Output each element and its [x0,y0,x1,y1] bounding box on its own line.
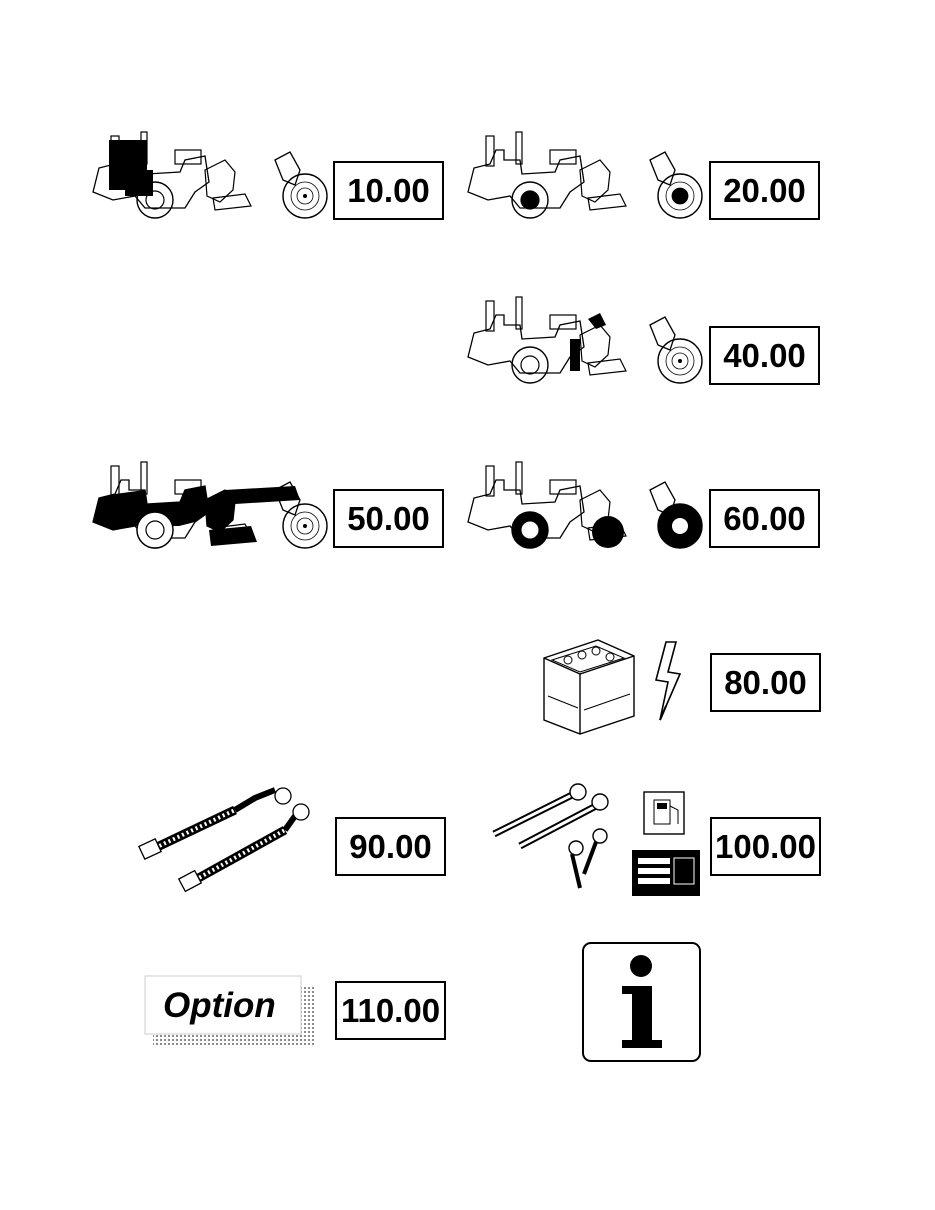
section-90-button[interactable]: 90.00 [335,817,446,876]
machine-engine-highlighted-icon [85,130,330,230]
section-110-button[interactable]: 110.00 [335,981,446,1040]
section-10-button[interactable]: 10.00 [333,161,444,220]
machine-transmission-highlighted-icon [460,130,705,230]
option-label: Option [163,986,276,1025]
battery-electrical-icon [538,636,693,740]
section-80-button[interactable]: 80.00 [710,653,821,712]
machine-steering-highlighted-icon [460,295,705,395]
machine-frame-highlighted-icon [85,460,330,560]
machine-wheels-highlighted-icon [460,460,705,560]
section-20-button[interactable]: 20.00 [709,161,820,220]
section-60-button[interactable]: 60.00 [709,489,820,548]
section-50-button[interactable]: 50.00 [333,489,444,548]
section-100-button[interactable]: 100.00 [710,817,821,876]
hydraulic-hoses-icon [135,780,325,900]
section-40-button[interactable]: 40.00 [709,326,820,385]
tools-keys-fuel-plate-icon [484,780,704,900]
information-icon [582,942,701,1062]
